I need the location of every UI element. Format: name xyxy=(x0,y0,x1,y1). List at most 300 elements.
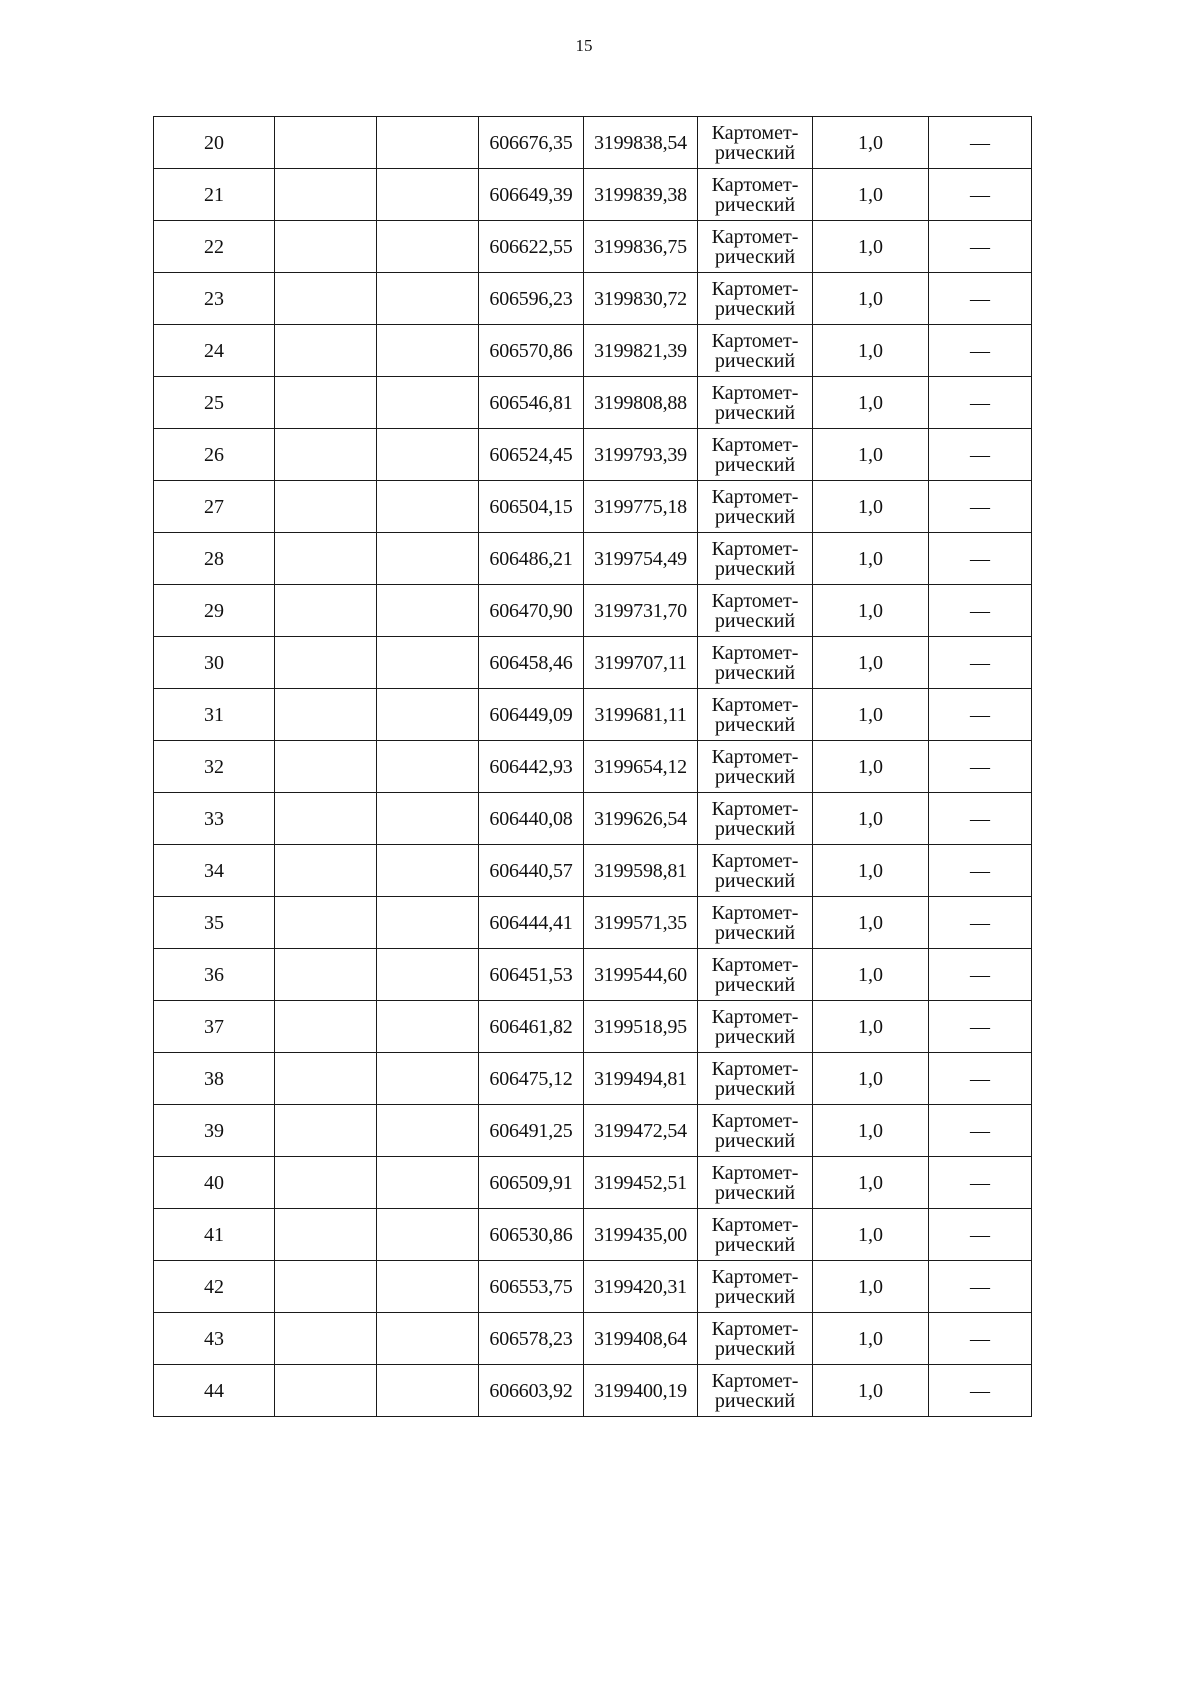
description-cell xyxy=(929,1313,1032,1365)
empty-cell xyxy=(377,741,479,793)
x-coordinate: 606504,15 xyxy=(489,495,573,518)
description-cell xyxy=(929,741,1032,793)
empty-cell xyxy=(377,637,479,689)
empty-cell xyxy=(275,533,377,585)
accuracy-value: 1,0 xyxy=(858,1067,883,1090)
y-coordinate-cell xyxy=(584,429,698,481)
y-coordinate: 3199420,31 xyxy=(593,1275,687,1298)
y-coordinate: 3199731,70 xyxy=(593,599,687,622)
y-coordinate: 3199775,18 xyxy=(593,495,687,518)
y-coordinate-cell xyxy=(584,1313,698,1365)
accuracy-cell xyxy=(813,689,929,741)
method-cell xyxy=(698,273,813,325)
point-number-cell xyxy=(154,1157,275,1209)
accuracy-value: 1,0 xyxy=(858,1119,883,1142)
description-dash: — xyxy=(970,911,990,934)
point-number-cell xyxy=(154,1209,275,1261)
y-coordinate-cell xyxy=(584,273,698,325)
point-number: 31 xyxy=(204,703,224,726)
accuracy-cell xyxy=(813,481,929,533)
method-line-1: Картомет- xyxy=(711,953,799,976)
empty-cell xyxy=(275,845,377,897)
empty-cell xyxy=(377,169,479,221)
empty-cell xyxy=(275,689,377,741)
point-number: 32 xyxy=(204,755,224,778)
method-line-1: Картомет- xyxy=(711,537,799,560)
x-coordinate: 606578,23 xyxy=(489,1327,573,1350)
empty-cell xyxy=(275,169,377,221)
x-coordinate-cell xyxy=(479,637,584,689)
coordinates-table xyxy=(153,116,1032,1417)
point-number-cell xyxy=(154,273,275,325)
accuracy-cell xyxy=(813,1105,929,1157)
accuracy-value: 1,0 xyxy=(858,1379,883,1402)
table-body xyxy=(154,117,1032,1417)
point-number: 22 xyxy=(204,235,224,258)
point-number: 21 xyxy=(204,183,224,206)
empty-cell xyxy=(377,1053,479,1105)
point-number: 33 xyxy=(204,807,224,830)
method-cell xyxy=(698,325,813,377)
method-line-2: рический xyxy=(714,869,796,892)
method-cell xyxy=(698,1157,813,1209)
method-line-1: Картомет- xyxy=(711,1369,799,1392)
description-dash: — xyxy=(970,755,990,778)
point-number: 28 xyxy=(204,547,224,570)
method-cell xyxy=(698,429,813,481)
point-number-cell xyxy=(154,741,275,793)
method-cell xyxy=(698,221,813,273)
method-line-2: рический xyxy=(714,1025,796,1048)
y-coordinate: 3199626,54 xyxy=(593,807,687,830)
empty-cell xyxy=(275,1001,377,1053)
y-coordinate: 3199435,00 xyxy=(593,1223,687,1246)
method-line-1: Картомет- xyxy=(711,589,799,612)
method-line-2: рический xyxy=(714,557,796,580)
x-coordinate: 606649,39 xyxy=(489,183,573,206)
page-number: 15 xyxy=(575,36,593,55)
x-coordinate: 606530,86 xyxy=(489,1223,573,1246)
empty-cell xyxy=(275,1053,377,1105)
accuracy-cell xyxy=(813,1001,929,1053)
description-dash: — xyxy=(970,235,990,258)
x-coordinate-cell xyxy=(479,897,584,949)
empty-cell xyxy=(275,273,377,325)
accuracy-cell xyxy=(813,1365,929,1417)
empty-cell xyxy=(377,793,479,845)
x-coordinate: 606491,25 xyxy=(489,1119,573,1142)
method-line-1: Картомет- xyxy=(711,173,799,196)
point-number-cell xyxy=(154,1105,275,1157)
point-number: 39 xyxy=(204,1119,224,1142)
empty-cell xyxy=(377,325,479,377)
method-line-1: Картомет- xyxy=(711,485,799,508)
empty-cell xyxy=(377,273,479,325)
accuracy-value: 1,0 xyxy=(858,1223,883,1246)
accuracy-value: 1,0 xyxy=(858,807,883,830)
description-dash: — xyxy=(970,495,990,518)
x-coordinate: 606570,86 xyxy=(489,339,573,362)
y-coordinate: 3199808,88 xyxy=(593,391,687,414)
method-cell xyxy=(698,481,813,533)
point-number-cell xyxy=(154,1001,275,1053)
accuracy-cell xyxy=(813,273,929,325)
accuracy-value: 1,0 xyxy=(858,599,883,622)
description-dash: — xyxy=(970,1067,990,1090)
description-cell xyxy=(929,585,1032,637)
y-coordinate-cell xyxy=(584,533,698,585)
description-cell xyxy=(929,377,1032,429)
point-number-cell xyxy=(154,1053,275,1105)
accuracy-value: 1,0 xyxy=(858,1275,883,1298)
empty-cell xyxy=(377,117,479,169)
empty-cell xyxy=(275,325,377,377)
x-coordinate: 606475,12 xyxy=(489,1067,573,1090)
y-coordinate: 3199839,38 xyxy=(593,183,687,206)
point-number-cell xyxy=(154,845,275,897)
description-cell xyxy=(929,1105,1032,1157)
point-number: 37 xyxy=(204,1015,224,1038)
table-row xyxy=(154,637,1032,689)
accuracy-cell xyxy=(813,793,929,845)
y-coordinate-cell xyxy=(584,325,698,377)
x-coordinate-cell xyxy=(479,949,584,1001)
table-row xyxy=(154,1313,1032,1365)
accuracy-value: 1,0 xyxy=(858,755,883,778)
accuracy-value: 1,0 xyxy=(858,131,883,154)
x-coordinate-cell xyxy=(479,1209,584,1261)
method-line-1: Картомет- xyxy=(711,1213,799,1236)
y-coordinate: 3199472,54 xyxy=(593,1119,687,1142)
description-dash: — xyxy=(970,1171,990,1194)
point-number-cell xyxy=(154,949,275,1001)
method-cell xyxy=(698,897,813,949)
empty-cell xyxy=(377,1105,479,1157)
accuracy-value: 1,0 xyxy=(858,1015,883,1038)
description-cell xyxy=(929,169,1032,221)
description-cell xyxy=(929,325,1032,377)
x-coordinate: 606546,81 xyxy=(489,391,573,414)
accuracy-value: 1,0 xyxy=(858,547,883,570)
empty-cell xyxy=(377,481,479,533)
description-cell xyxy=(929,637,1032,689)
table-row xyxy=(154,1053,1032,1105)
method-line-2: рический xyxy=(714,661,796,684)
x-coordinate-cell xyxy=(479,273,584,325)
x-coordinate: 606451,53 xyxy=(489,963,573,986)
accuracy-cell xyxy=(813,117,929,169)
table-row xyxy=(154,169,1032,221)
accuracy-value: 1,0 xyxy=(858,235,883,258)
y-coordinate: 3199830,72 xyxy=(593,287,687,310)
x-coordinate: 606486,21 xyxy=(489,547,573,570)
point-number: 30 xyxy=(204,651,224,674)
method-line-2: рический xyxy=(714,713,796,736)
table-row xyxy=(154,689,1032,741)
x-coordinate: 606524,45 xyxy=(489,443,573,466)
accuracy-cell xyxy=(813,221,929,273)
description-cell xyxy=(929,117,1032,169)
accuracy-cell xyxy=(813,585,929,637)
method-line-2: рический xyxy=(714,817,796,840)
description-dash: — xyxy=(970,1275,990,1298)
table-row xyxy=(154,1365,1032,1417)
description-dash: — xyxy=(970,859,990,882)
method-cell xyxy=(698,377,813,429)
method-line-2: рический xyxy=(714,297,796,320)
point-number: 40 xyxy=(204,1171,224,1194)
y-coordinate-cell xyxy=(584,1365,698,1417)
y-coordinate: 3199400,19 xyxy=(593,1379,687,1402)
y-coordinate-cell xyxy=(584,169,698,221)
table-row xyxy=(154,845,1032,897)
accuracy-cell xyxy=(813,169,929,221)
description-dash: — xyxy=(970,599,990,622)
accuracy-value: 1,0 xyxy=(858,1327,883,1350)
accuracy-cell xyxy=(813,325,929,377)
x-coordinate-cell xyxy=(479,1105,584,1157)
method-line-1: Картомет- xyxy=(711,849,799,872)
point-number-cell xyxy=(154,117,275,169)
point-number-cell xyxy=(154,1365,275,1417)
point-number: 24 xyxy=(204,339,224,362)
table-row xyxy=(154,533,1032,585)
x-coordinate: 606442,93 xyxy=(489,755,573,778)
point-number: 43 xyxy=(204,1327,224,1350)
accuracy-value: 1,0 xyxy=(858,911,883,934)
method-line-1: Картомет- xyxy=(711,225,799,248)
empty-cell xyxy=(377,377,479,429)
y-coordinate-cell xyxy=(584,793,698,845)
point-number-cell xyxy=(154,1313,275,1365)
x-coordinate: 606470,90 xyxy=(489,599,573,622)
method-cell xyxy=(698,533,813,585)
description-cell xyxy=(929,221,1032,273)
y-coordinate: 3199408,64 xyxy=(593,1327,687,1350)
accuracy-value: 1,0 xyxy=(858,339,883,362)
description-dash: — xyxy=(970,547,990,570)
y-coordinate-cell xyxy=(584,221,698,273)
empty-cell xyxy=(377,1365,479,1417)
method-cell xyxy=(698,1053,813,1105)
table-row xyxy=(154,793,1032,845)
empty-cell xyxy=(275,1261,377,1313)
method-line-2: рический xyxy=(714,1181,796,1204)
x-coordinate-cell xyxy=(479,845,584,897)
description-cell xyxy=(929,897,1032,949)
method-cell xyxy=(698,689,813,741)
empty-cell xyxy=(377,949,479,1001)
method-line-1: Картомет- xyxy=(711,641,799,664)
empty-cell xyxy=(377,1261,479,1313)
table-row xyxy=(154,1001,1032,1053)
description-cell xyxy=(929,845,1032,897)
x-coordinate: 606449,09 xyxy=(489,703,573,726)
description-dash: — xyxy=(970,1223,990,1246)
point-number-cell xyxy=(154,169,275,221)
description-cell xyxy=(929,273,1032,325)
y-coordinate-cell xyxy=(584,637,698,689)
method-cell xyxy=(698,1209,813,1261)
y-coordinate-cell xyxy=(584,689,698,741)
method-line-1: Картомет- xyxy=(711,433,799,456)
description-dash: — xyxy=(970,807,990,830)
y-coordinate: 3199838,54 xyxy=(593,131,687,154)
description-dash: — xyxy=(970,703,990,726)
method-line-1: Картомет- xyxy=(711,277,799,300)
accuracy-value: 1,0 xyxy=(858,703,883,726)
method-line-1: Картомет- xyxy=(711,381,799,404)
description-cell xyxy=(929,1365,1032,1417)
method-line-1: Картомет- xyxy=(711,745,799,768)
y-coordinate-cell xyxy=(584,481,698,533)
description-dash: — xyxy=(970,131,990,154)
table-row xyxy=(154,1209,1032,1261)
table-row xyxy=(154,273,1032,325)
x-coordinate: 606553,75 xyxy=(489,1275,573,1298)
point-number-cell xyxy=(154,637,275,689)
y-coordinate: 3199452,51 xyxy=(593,1171,687,1194)
accuracy-cell xyxy=(813,1157,929,1209)
y-coordinate-cell xyxy=(584,377,698,429)
description-cell xyxy=(929,429,1032,481)
x-coordinate-cell xyxy=(479,1365,584,1417)
empty-cell xyxy=(377,897,479,949)
description-dash: — xyxy=(970,963,990,986)
point-number-cell xyxy=(154,793,275,845)
accuracy-cell xyxy=(813,897,929,949)
table-row xyxy=(154,1105,1032,1157)
empty-cell xyxy=(377,585,479,637)
table-row xyxy=(154,949,1032,1001)
x-coordinate-cell xyxy=(479,585,584,637)
point-number-cell xyxy=(154,897,275,949)
method-line-2: рический xyxy=(714,1337,796,1360)
y-coordinate-cell xyxy=(584,1053,698,1105)
point-number-cell xyxy=(154,689,275,741)
y-coordinate: 3199518,95 xyxy=(593,1015,687,1038)
empty-cell xyxy=(275,481,377,533)
empty-cell xyxy=(275,585,377,637)
description-dash: — xyxy=(970,1379,990,1402)
y-coordinate-cell xyxy=(584,117,698,169)
method-line-1: Картомет- xyxy=(711,901,799,924)
accuracy-value: 1,0 xyxy=(858,651,883,674)
empty-cell xyxy=(275,637,377,689)
point-number: 38 xyxy=(204,1067,224,1090)
method-cell xyxy=(698,1313,813,1365)
description-cell xyxy=(929,689,1032,741)
y-coordinate-cell xyxy=(584,1001,698,1053)
method-line-2: рический xyxy=(714,1233,796,1256)
y-coordinate-cell xyxy=(584,741,698,793)
y-coordinate-cell xyxy=(584,845,698,897)
table-row xyxy=(154,1261,1032,1313)
point-number-cell xyxy=(154,481,275,533)
method-line-2: рический xyxy=(714,193,796,216)
x-coordinate: 606440,08 xyxy=(489,807,573,830)
method-line-2: рический xyxy=(714,609,796,632)
x-coordinate-cell xyxy=(479,533,584,585)
description-cell xyxy=(929,793,1032,845)
method-line-2: рический xyxy=(714,1129,796,1152)
table-row xyxy=(154,585,1032,637)
x-coordinate-cell xyxy=(479,1261,584,1313)
description-cell xyxy=(929,1157,1032,1209)
x-coordinate: 606622,55 xyxy=(489,235,573,258)
description-dash: — xyxy=(970,287,990,310)
point-number-cell xyxy=(154,533,275,585)
table-row xyxy=(154,1157,1032,1209)
x-coordinate: 606509,91 xyxy=(489,1171,573,1194)
empty-cell xyxy=(275,949,377,1001)
empty-cell xyxy=(275,221,377,273)
description-dash: — xyxy=(970,1015,990,1038)
point-number-cell xyxy=(154,325,275,377)
accuracy-cell xyxy=(813,533,929,585)
empty-cell xyxy=(377,1001,479,1053)
description-dash: — xyxy=(970,1327,990,1350)
accuracy-cell xyxy=(813,1261,929,1313)
x-coordinate: 606596,23 xyxy=(489,287,573,310)
method-line-1: Картомет- xyxy=(711,693,799,716)
empty-cell xyxy=(377,689,479,741)
point-number: 26 xyxy=(204,443,224,466)
method-line-1: Картомет- xyxy=(711,121,799,144)
method-cell xyxy=(698,741,813,793)
x-coordinate-cell xyxy=(479,741,584,793)
empty-cell xyxy=(377,429,479,481)
empty-cell xyxy=(275,1365,377,1417)
method-cell xyxy=(698,1365,813,1417)
x-coordinate-cell xyxy=(479,429,584,481)
x-coordinate-cell xyxy=(479,169,584,221)
y-coordinate: 3199707,11 xyxy=(594,651,687,674)
accuracy-cell xyxy=(813,637,929,689)
description-cell xyxy=(929,1053,1032,1105)
description-cell xyxy=(929,1001,1032,1053)
point-number-cell xyxy=(154,377,275,429)
description-cell xyxy=(929,1209,1032,1261)
method-line-2: рический xyxy=(714,921,796,944)
x-coordinate-cell xyxy=(479,1001,584,1053)
description-cell xyxy=(929,481,1032,533)
x-coordinate-cell xyxy=(479,1053,584,1105)
x-coordinate: 606603,92 xyxy=(489,1379,573,1402)
y-coordinate: 3199544,60 xyxy=(593,963,687,986)
method-cell xyxy=(698,1261,813,1313)
method-cell xyxy=(698,949,813,1001)
y-coordinate-cell xyxy=(584,949,698,1001)
method-cell xyxy=(698,117,813,169)
method-cell xyxy=(698,793,813,845)
x-coordinate-cell xyxy=(479,221,584,273)
empty-cell xyxy=(275,1157,377,1209)
y-coordinate-cell xyxy=(584,1105,698,1157)
point-number-cell xyxy=(154,221,275,273)
y-coordinate: 3199793,39 xyxy=(593,443,687,466)
table-row xyxy=(154,221,1032,273)
y-coordinate: 3199494,81 xyxy=(593,1067,687,1090)
method-cell xyxy=(698,637,813,689)
empty-cell xyxy=(377,221,479,273)
empty-cell xyxy=(377,533,479,585)
method-line-2: рический xyxy=(714,349,796,372)
empty-cell xyxy=(275,897,377,949)
x-coordinate-cell xyxy=(479,689,584,741)
method-line-2: рический xyxy=(714,1077,796,1100)
method-line-1: Картомет- xyxy=(711,1317,799,1340)
